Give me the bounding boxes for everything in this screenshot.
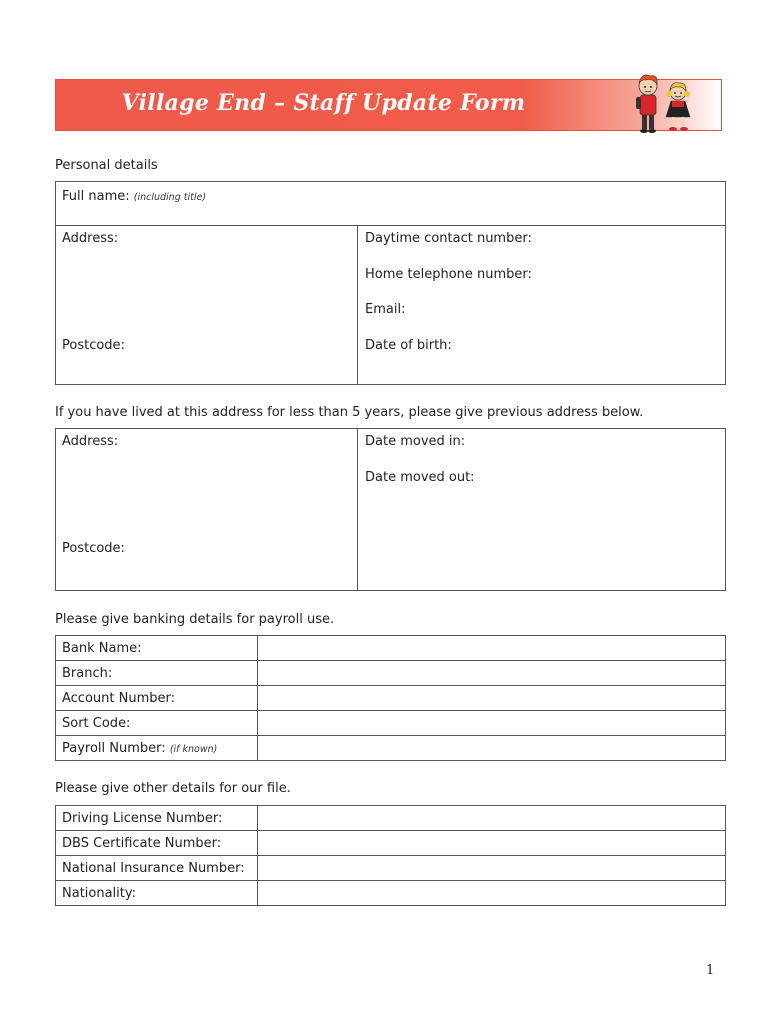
address-label[interactable]: Address:	[62, 231, 119, 246]
full-name-field[interactable]	[62, 189, 206, 204]
account-number-label: Account Number:	[56, 686, 258, 711]
payroll-number-cell	[56, 736, 258, 761]
email-label[interactable]: Email:	[365, 302, 406, 317]
form-title: Village End – Staff Update Form	[121, 90, 526, 116]
payroll-number-hint: (if known)	[169, 743, 218, 755]
banking-table	[55, 635, 726, 761]
table-row	[56, 711, 726, 736]
previous-address-box	[55, 428, 726, 591]
postcode-label[interactable]: Postcode:	[62, 338, 125, 353]
nationality-label: Nationality:	[56, 881, 258, 906]
sort-code-input[interactable]	[258, 711, 726, 736]
full-name-label: Full name:	[62, 189, 130, 204]
date-of-birth-label[interactable]: Date of birth:	[365, 338, 452, 353]
branch-input[interactable]	[258, 661, 726, 686]
children-illustration	[628, 70, 700, 136]
daytime-contact-label[interactable]: Daytime contact number:	[365, 231, 532, 246]
previous-address-heading: If you have lived at this address for less than 5 years, please give previous address below.	[55, 405, 644, 420]
page-number: 1	[706, 963, 715, 978]
full-name-divider	[55, 225, 726, 226]
banking-heading: Please give banking details for payroll use.	[55, 612, 335, 627]
driving-license-label: Driving License Number:	[56, 806, 258, 831]
previous-postcode-label[interactable]: Postcode:	[62, 541, 125, 556]
previous-address-label[interactable]: Address:	[62, 434, 119, 449]
table-row	[56, 686, 726, 711]
personal-details-box	[55, 181, 726, 385]
table-row	[56, 636, 726, 661]
national-insurance-label: National Insurance Number:	[56, 856, 258, 881]
bank-name-label: Bank Name:	[56, 636, 258, 661]
table-row	[56, 856, 726, 881]
driving-license-input[interactable]	[258, 806, 726, 831]
table-row	[56, 806, 726, 831]
personal-details-heading: Personal details	[55, 158, 158, 173]
table-row	[56, 881, 726, 906]
branch-label: Branch:	[56, 661, 258, 686]
title-banner	[55, 79, 722, 131]
other-details-table	[55, 805, 726, 906]
table-row	[56, 831, 726, 856]
table-row	[56, 661, 726, 686]
other-details-heading: Please give other details for our file.	[55, 781, 291, 796]
date-moved-out-label[interactable]: Date moved out:	[365, 470, 475, 485]
full-name-hint: (including title)	[133, 192, 207, 203]
sort-code-label: Sort Code:	[56, 711, 258, 736]
home-telephone-label[interactable]: Home telephone number:	[365, 267, 532, 282]
previous-column-divider	[357, 428, 358, 591]
dbs-certificate-input[interactable]	[258, 831, 726, 856]
dbs-certificate-label: DBS Certificate Number:	[56, 831, 258, 856]
nationality-input[interactable]	[258, 881, 726, 906]
national-insurance-input[interactable]	[258, 856, 726, 881]
payroll-number-input[interactable]	[258, 736, 726, 761]
account-number-input[interactable]	[258, 686, 726, 711]
date-moved-in-label[interactable]: Date moved in:	[365, 434, 466, 449]
bank-name-input[interactable]	[258, 636, 726, 661]
payroll-number-label: Payroll Number:	[62, 740, 166, 756]
table-row	[56, 736, 726, 761]
personal-column-divider	[357, 225, 358, 385]
